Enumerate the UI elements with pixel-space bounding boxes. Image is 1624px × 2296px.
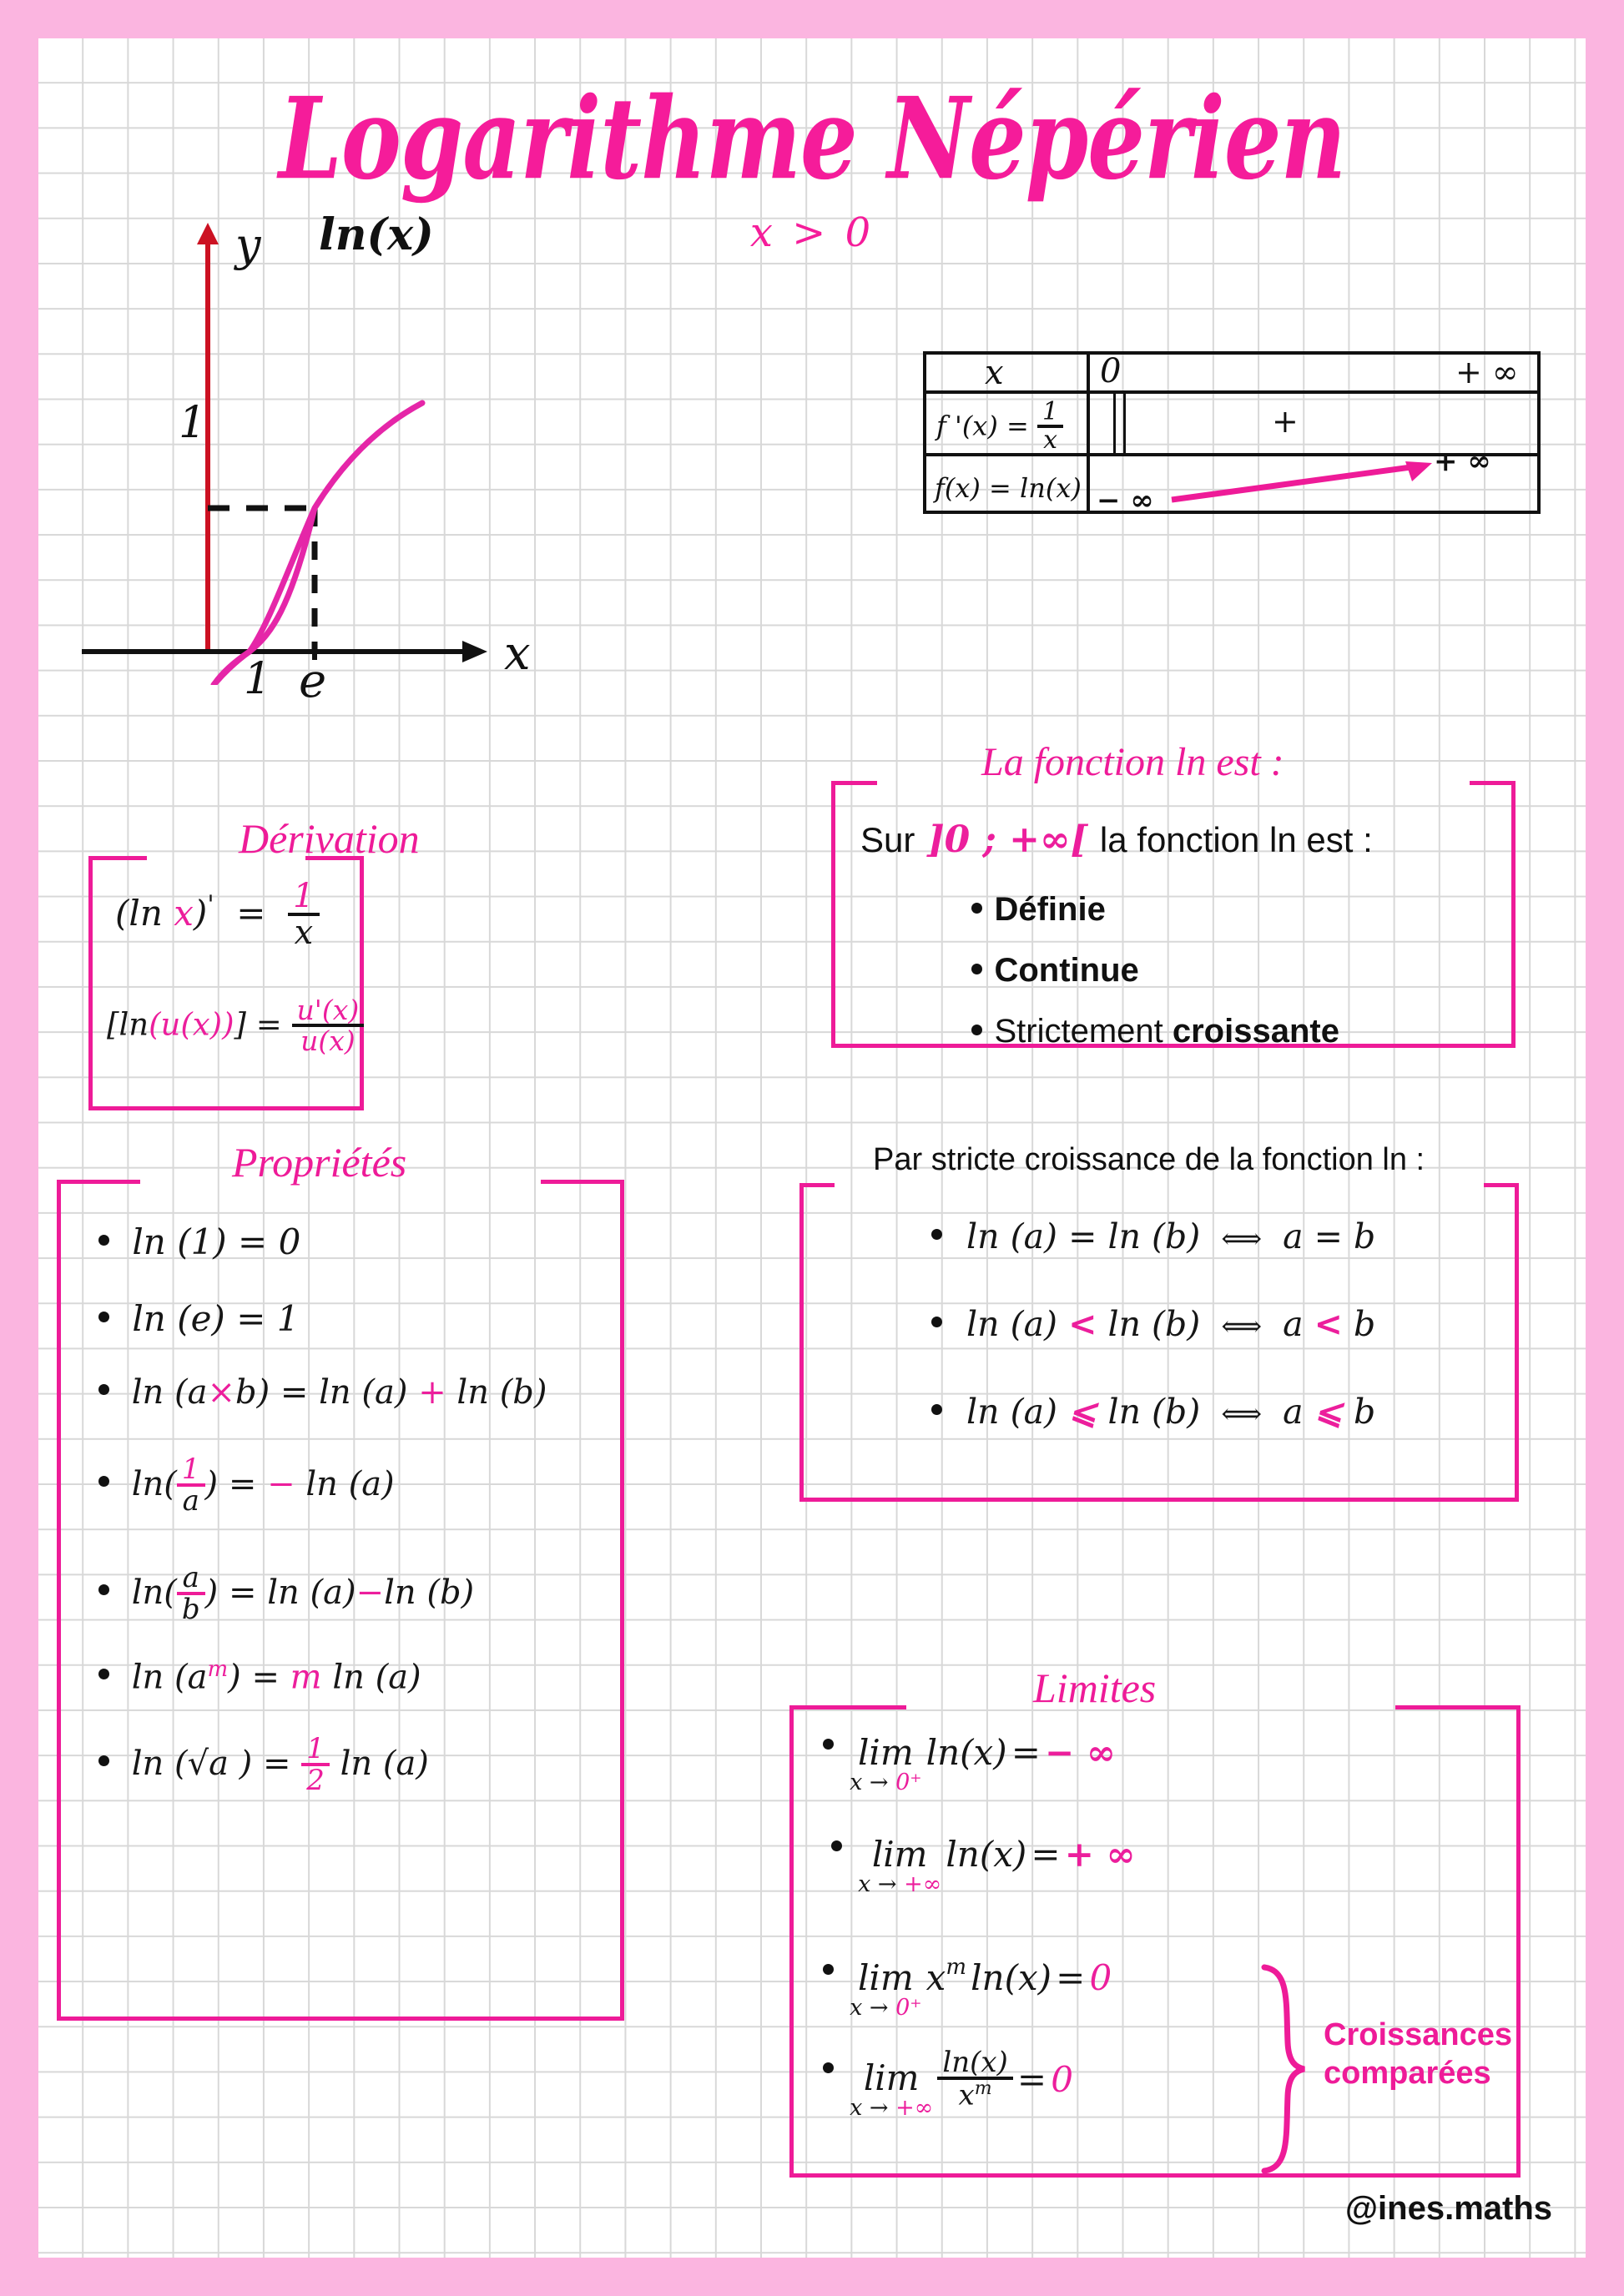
table-cell-x-left: 0 (1100, 352, 1122, 390)
croissance-item-2 (931, 1392, 1375, 1432)
croissances-brace-svg (1253, 1962, 1311, 2176)
fonction-ln-item-label-0: Définie (994, 891, 1106, 928)
bullet-icon (98, 1476, 109, 1487)
prop5-eq: = (251, 1658, 280, 1697)
lim1-subvar: x → (858, 1871, 897, 1897)
deriv-f2-ln: ln (119, 1006, 149, 1043)
variation-arrow-head (1405, 461, 1432, 481)
bullet-icon (98, 1384, 109, 1395)
cr0-arrow: ⟺ (1221, 1222, 1263, 1256)
fonction-ln-item-2 (971, 1013, 1339, 1050)
propriete-item-3: ln( $\frac{1}{a}$ ) = − ln (a) (98, 1457, 395, 1517)
lim3-eq: = (1016, 2058, 1047, 2100)
table-cell-x-label: x (985, 354, 1004, 392)
prop5-exp: m (207, 1657, 229, 1682)
bullet-icon (971, 1025, 982, 1035)
variation-table (923, 351, 1541, 517)
ln-function-graph (72, 209, 873, 708)
interval-value: ]0 ; +∞[ (926, 818, 1088, 861)
deriv-f1-num: 1 (293, 877, 315, 915)
prop4-num: a (182, 1561, 199, 1594)
lim1-expr: ln(x) (946, 1833, 1027, 1875)
cr2-arrow: ⟺ (1221, 1397, 1263, 1431)
limite-item-3 (823, 2046, 1073, 2121)
cr1-conc-right: b (1354, 1304, 1376, 1344)
bullet-icon (971, 964, 982, 974)
cr2-conc-right: b (1354, 1392, 1376, 1432)
table-row-sep-1 (923, 390, 1541, 394)
page-title: Logarithme Népérien (278, 73, 1346, 205)
fonction-ln-item-label-2-bold: croissante (1172, 1013, 1339, 1050)
bullet-icon (98, 1584, 109, 1595)
propriete-item-4: ln( $\frac{a}{b}$ ) = ln (a)−ln (b) (98, 1565, 474, 1625)
deriv-f1-close: ) (193, 893, 208, 934)
propriete-item-2 (98, 1373, 547, 1412)
cr0-conc-right: b (1354, 1216, 1376, 1256)
table-cell-sign: + (1272, 403, 1299, 440)
limite-item-0 (823, 1732, 1116, 1795)
deriv-f1-den: x (288, 913, 319, 949)
lim0-result: − ∞ (1045, 1731, 1116, 1773)
fonction-ln-item-label-1: Continue (994, 952, 1139, 989)
prop3-rhs: ln (a) (305, 1465, 395, 1503)
cr2-left: ln (a) (966, 1392, 1058, 1432)
bullet-icon (971, 903, 982, 914)
lim1-subval: +∞ (904, 1871, 942, 1897)
cr2-right: ln (b) (1107, 1392, 1201, 1432)
lim2-lim: lim (857, 1957, 914, 1998)
proprietes-heading: Propriétés (232, 1139, 407, 1186)
x-tick-label-1: 1 (244, 654, 272, 704)
table-cell-fprime-num: 1 (1041, 397, 1059, 426)
deriv-f2-den: u(x) (292, 1024, 365, 1055)
bullet-icon (931, 1317, 942, 1327)
variation-arrow-line (1172, 466, 1417, 500)
propriete-item-6 (98, 1732, 429, 1797)
cr1-rel: < (1068, 1304, 1097, 1344)
deriv-f2-eq: = (255, 1006, 282, 1043)
lim2-expr-exp: m (946, 1955, 966, 1980)
cr2-conc-left: a (1283, 1392, 1304, 1432)
cr0-rel: = (1068, 1216, 1097, 1256)
x-axis-label: x (504, 627, 531, 681)
prop4-rhs-b: ln (b) (384, 1573, 475, 1612)
prop1-rhs: 1 (276, 1298, 300, 1339)
propriete-item-0 (98, 1221, 300, 1262)
prop6-rhs: ln (a) (340, 1745, 429, 1783)
prop6-num: 1 (306, 1732, 325, 1765)
signature: @ines.maths (1345, 2190, 1552, 2227)
cr0-conc-rel: = (1314, 1216, 1343, 1256)
lim2-expr-rest: ln(x) (971, 1956, 1052, 1998)
deriv-f2-inner: (u(x)) (149, 1006, 235, 1043)
note-sheet (38, 38, 1586, 2258)
table-cell-f-label: f(x) = ln(x) (935, 472, 1082, 504)
limite-item-1 (831, 1834, 1136, 1897)
prop3-sign: − (267, 1465, 295, 1503)
deriv-f1-var: x (174, 893, 194, 934)
prop5-close: ) (228, 1658, 241, 1697)
cr0-right: ln (b) (1107, 1216, 1201, 1256)
cr2-conc-rel: ⩽ (1314, 1392, 1343, 1432)
double-bar-b (1123, 394, 1126, 453)
prop4-ln: ln (131, 1573, 164, 1612)
prop3-eq: = (228, 1465, 257, 1503)
prop3-den: a (177, 1483, 205, 1515)
limites-heading: Limites (1033, 1664, 1157, 1711)
deriv-f2-close: ] (234, 1006, 246, 1043)
table-cell-fprime-den: x (1037, 425, 1063, 453)
intro-before: Sur (860, 820, 915, 859)
derivation-heading: Dérivation (239, 815, 420, 862)
prop2-op: × (207, 1373, 235, 1412)
lim3-result: 0 (1051, 2058, 1073, 2100)
prop2-rhs-b: ln (b) (456, 1373, 547, 1412)
lim2-eq: = (1056, 1956, 1086, 1998)
prop0-rhs: 0 (278, 1221, 301, 1262)
bullet-icon (823, 1739, 834, 1750)
intro-after: la fonction ln est : (1099, 820, 1373, 859)
prop1-eq: = (236, 1298, 266, 1339)
lim3-frac-den-base: x (958, 2078, 975, 2112)
deriv-f2-open: [ (107, 1006, 119, 1043)
prop2-op2: + (418, 1373, 446, 1412)
prop4-eq: = (228, 1573, 257, 1612)
propriete-item-1 (98, 1298, 299, 1339)
lim2-result: 0 (1089, 1956, 1112, 1998)
y-axis-arrow (197, 223, 219, 244)
lim3-frac-num: ln(x) (942, 2046, 1008, 2080)
bullet-icon (931, 1229, 942, 1240)
lim0-subvar: x → (850, 1770, 889, 1795)
prop3-ln: ln (131, 1465, 164, 1503)
lim2-subval: 0⁺ (895, 1995, 922, 2021)
cr1-conc-left: a (1283, 1304, 1304, 1344)
cr0-conc-left: a (1283, 1216, 1304, 1256)
bullet-icon (823, 1964, 834, 1975)
prop6-den: 2 (301, 1763, 330, 1795)
lim3-frac-den-exp: m (974, 2078, 992, 2100)
croissance-heading: Par stricte croissance de la fonction ln : (873, 1142, 1425, 1177)
lim0-eq: = (1011, 1731, 1041, 1773)
prop6-lhs: ln (√a ) (131, 1745, 253, 1783)
page-subtitle: x > 0 (749, 209, 875, 256)
croissance-item-0 (931, 1216, 1375, 1256)
prop0-lhs: ln (1) (132, 1221, 227, 1262)
prop2-rhs-a: ln (a) (319, 1373, 408, 1412)
bullet-icon (931, 1404, 942, 1415)
lim1-result: + ∞ (1064, 1833, 1136, 1875)
deriv-f1-open: ( (115, 893, 129, 934)
prop5-rhs: ln (a) (332, 1658, 421, 1697)
prop4-den: b (177, 1592, 205, 1624)
curve-label: ln(x) (319, 209, 434, 260)
fonction-ln-intro (860, 818, 1373, 861)
cr1-right: ln (b) (1107, 1304, 1201, 1344)
lim2-expr-base: x (925, 1956, 946, 1998)
table-border-top (923, 351, 1541, 355)
bullet-icon (98, 1312, 109, 1322)
prop2-lhs-b: b) (235, 1373, 270, 1412)
deriv-f2-num: u'(x) (296, 994, 360, 1026)
bullet-icon (98, 1669, 109, 1679)
prop3-num: 1 (181, 1453, 200, 1486)
x-tick-label-e: e (299, 654, 327, 708)
fonction-ln-item-0 (971, 891, 1106, 929)
lim1-eq: = (1031, 1833, 1061, 1875)
croissances-comparees-note: Croissances comparées (1324, 2017, 1513, 2092)
prop2-eq: = (280, 1373, 309, 1412)
prop5-coef: m (290, 1658, 322, 1697)
lim1-lim: lim (871, 1834, 928, 1875)
table-cell-f-start: − ∞ (1097, 484, 1154, 517)
prop5-lhs: ln (a (131, 1658, 208, 1697)
deriv-f1-prime: ' (207, 890, 214, 919)
deriv-f1-eq: = (236, 893, 266, 934)
cr1-conc-rel: < (1314, 1304, 1343, 1344)
lim0-expr: ln(x) (925, 1731, 1007, 1773)
bullet-icon (98, 1755, 109, 1766)
y-tick-label: 1 (179, 398, 207, 448)
prop6-eq: = (262, 1745, 291, 1783)
x-axis-arrow (462, 641, 487, 662)
double-bar-a (1113, 394, 1116, 453)
lim2-subvar: x → (850, 1995, 889, 2021)
cr1-arrow: ⟺ (1221, 1310, 1263, 1343)
prop4-rhs-a: ln (a) (267, 1573, 356, 1612)
lim3-subval: +∞ (895, 2095, 934, 2121)
deriv-f1-ln: ln (129, 893, 163, 934)
propriete-item-5 (98, 1657, 421, 1696)
ln-curve (214, 403, 422, 685)
limite-item-2 (823, 1957, 1112, 2021)
derivation-formula-1 (115, 877, 320, 952)
cr2-rel: ⩽ (1068, 1392, 1097, 1432)
table-border-left (923, 351, 926, 514)
lim3-lim: lim (863, 2057, 920, 2098)
derivation-formula-2 (107, 994, 364, 1057)
bullet-icon (823, 2062, 834, 2073)
fonction-ln-item-1 (971, 952, 1139, 989)
prop1-lhs: ln (e) (132, 1298, 225, 1339)
lim3-subvar: x → (850, 2095, 889, 2121)
table-cell-f-end: + ∞ (1434, 445, 1491, 478)
table-cell-fprime-prefix: f '(x) = (936, 410, 1029, 442)
table-cell-x-right: + ∞ (1455, 354, 1519, 390)
fonction-ln-heading: La fonction ln est : (981, 740, 1284, 784)
cr1-left: ln (a) (966, 1304, 1058, 1344)
bullet-icon (831, 1840, 842, 1851)
prop2-lhs-a: ln (a (131, 1373, 208, 1412)
lim0-subval: 0⁺ (895, 1770, 922, 1795)
fonction-ln-item-label-2-plain: Strictement (994, 1013, 1173, 1050)
croissances-brace (1264, 1967, 1304, 2171)
prop4-op: − (356, 1573, 385, 1612)
bullet-icon (98, 1235, 109, 1246)
lim0-lim: lim (857, 1732, 914, 1773)
cr0-left: ln (a) (966, 1216, 1058, 1256)
graph-svg (72, 218, 873, 685)
croissance-item-1 (931, 1304, 1375, 1344)
prop0-eq: = (238, 1221, 268, 1262)
y-axis-label: y (235, 219, 261, 271)
